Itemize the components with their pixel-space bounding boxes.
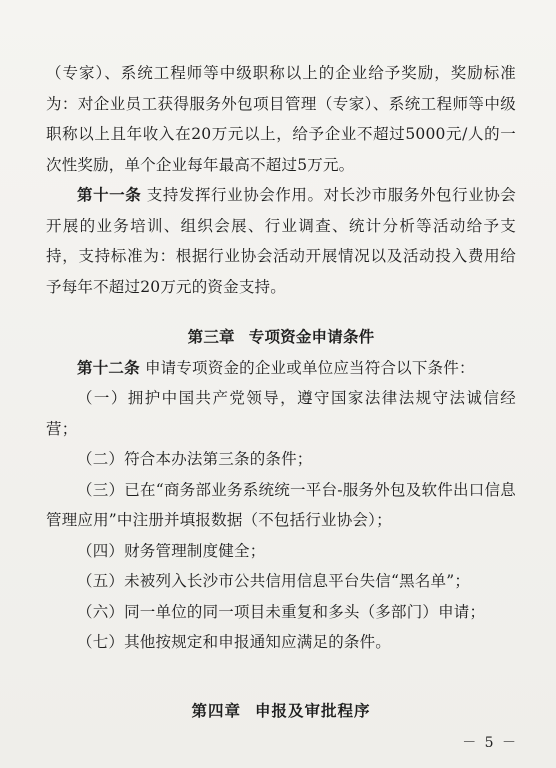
condition-item-2: （二）符合本办法第三条的条件； <box>77 450 313 468</box>
page-number: － 5 － <box>462 735 518 751</box>
paragraph-article11 <box>46 180 516 302</box>
paragraph-article10-continuation: （专家）、系统工程师等中级职称以上的企业给予奖励，奖励标准为：对企业员工获得服务外包项目管理（专家）、系统工程师等中级职称以上且年收入在20万元以上，给予企业不超过5000元/人的一次性奖励，单个企业每年最高不超过5万元。 <box>46 64 516 174</box>
article11-text: 支持发挥行业协会作用。对长沙市服务外包行业协会开展的业务培训、组织会展、行业调查、统计分析等活动给予支持，支持标准为：根据行业协会活动开展情况以及活动投入费用给予每年不超过20万元的资金支持。 <box>46 186 516 296</box>
paragraph-article12 <box>46 353 516 384</box>
condition-item-4: （四）财务管理制度健全； <box>77 541 266 560</box>
condition-item-6: （六）同一单位的同一项目未重复和多头（多部门）申请； <box>77 602 486 621</box>
chapter4-title: 申报及审批程序 <box>255 700 371 720</box>
article11-label: 第十一条 <box>77 185 142 204</box>
chapter3-heading <box>46 322 516 353</box>
condition-item-7: （七）其他按规定和申报通知应满足的条件。 <box>77 633 392 651</box>
article12-text: 申请专项资金的企业或单位应当符合以下条件： <box>144 358 475 377</box>
article12-label: 第十二条 <box>77 357 140 377</box>
document-body <box>46 58 516 726</box>
chapter3-title: 专项资金申请条件 <box>248 327 375 346</box>
condition-item-5: （五）未被列入长沙市公共信用信息平台失信“黑名单”； <box>77 572 471 590</box>
chapter4-heading <box>46 696 516 727</box>
chapter4-number: 第四章 <box>191 700 241 720</box>
condition-item-3: （三）已在“商务部业务系统统一平台-服务外包及软件出口信息管理应用”中注册并填报数据（不包括行业协会）； <box>46 480 516 529</box>
condition-item-1: （一）拥护中国共产党领导，遵守国家法律法规守法诚信经营； <box>46 389 516 438</box>
chapter3-number: 第三章 <box>187 327 235 346</box>
